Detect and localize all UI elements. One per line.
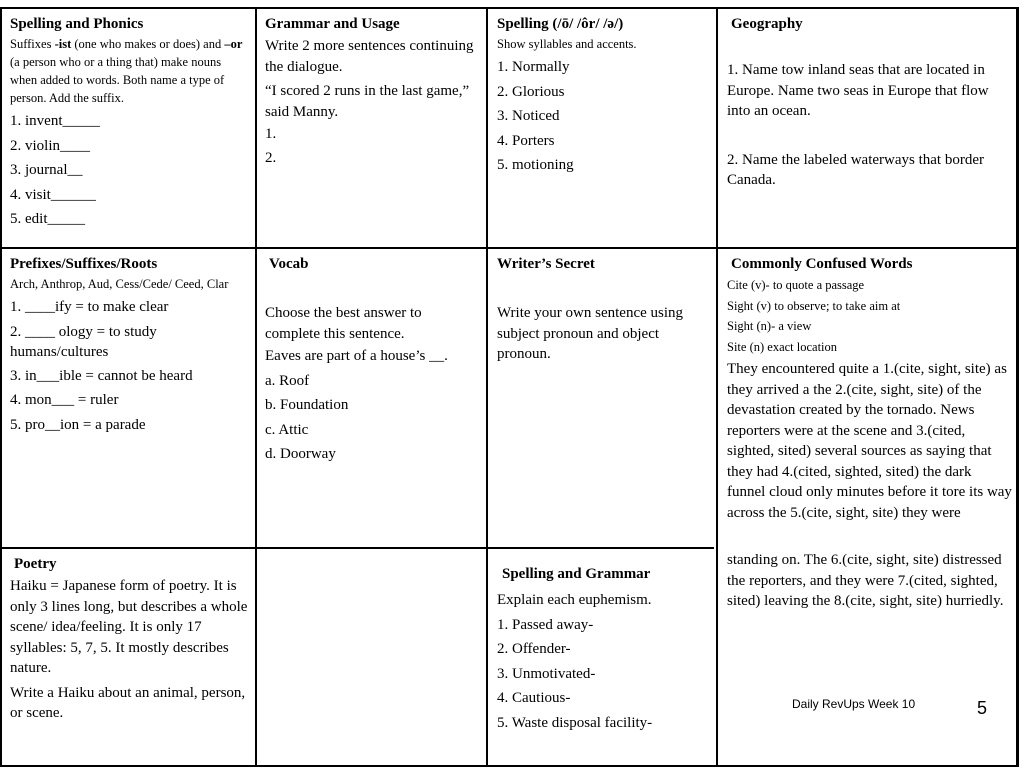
- geography-question-2: 2. Name the labeled waterways that border Canada.: [727, 151, 984, 188]
- cell-instructions: Write 2 more sentences continuing the dialogue.: [265, 38, 474, 75]
- list-item: 5. edit_____: [10, 211, 85, 227]
- list-item: 2. Glorious: [497, 83, 565, 100]
- list-item: 2.: [265, 150, 277, 166]
- column-divider: [255, 9, 257, 765]
- geography-question-1: 1. Name tow inland seas that are located in Europe. Name two seas in Europe that flow into an ocean.: [727, 62, 989, 119]
- cell-empty: [265, 555, 480, 760]
- list-item: 4. visit______: [10, 186, 96, 203]
- list-item: 5. pro__ion = a parade: [10, 416, 146, 433]
- answer-option: c. Attic: [265, 421, 309, 438]
- list-item: 2. Offender-: [497, 641, 571, 657]
- vocab-question: Eaves are part of a house’s __.: [265, 348, 448, 364]
- column-divider: [486, 9, 488, 765]
- cell-confused-words: [727, 255, 1012, 545]
- cell-title: Grammar and Usage: [265, 16, 400, 32]
- list-item: 4. Cautious-: [497, 690, 571, 706]
- worksheet-grid: [0, 7, 1019, 767]
- item-list: [497, 613, 712, 736]
- list-item: 1. ____ify = to make clear: [10, 299, 169, 315]
- answer-option: d. Doorway: [265, 446, 336, 462]
- cell-writers-secret: [497, 255, 712, 545]
- item-list: [10, 109, 250, 232]
- cell-vocab: [265, 255, 480, 545]
- cell-spelling-syllables: [497, 15, 712, 245]
- cell-title: Prefixes/Suffixes/Roots: [10, 256, 158, 272]
- roots-list: Arch, Anthrop, Aud, Cess/Cede/ Ceed, Clar: [10, 277, 229, 291]
- list-item: 2. ____ ology = to study humans/cultures: [10, 323, 157, 360]
- definition: Sight (v) to observe; to take aim at: [727, 298, 901, 313]
- row-divider: [2, 247, 1016, 249]
- list-item: 5. motioning: [497, 157, 574, 173]
- cell-title: Vocab: [269, 256, 309, 272]
- cell-instructions: Choose the best answer to complete this sentence.: [265, 305, 422, 342]
- row-divider: [2, 547, 714, 549]
- dialogue-quote: “I scored 2 runs in the last game,” said Manny.: [265, 83, 470, 120]
- cell-poetry: [10, 555, 250, 760]
- cell-grammar-usage: [265, 15, 480, 245]
- cell-confused-words-continued: [727, 550, 1012, 650]
- cell-title: Spelling and Phonics: [10, 16, 144, 32]
- cell-spelling-phonics: [10, 15, 250, 245]
- definition: Sight (n)- a view: [727, 319, 812, 333]
- list-item: 4. mon___ = ruler: [10, 392, 119, 408]
- cell-title: Writer’s Secret: [497, 256, 595, 272]
- footer-label: Daily RevUps Week 10: [792, 697, 916, 711]
- list-item: 5. Waste disposal facility-: [497, 714, 653, 731]
- exercise-paragraph: They encountered quite a 1.(cite, sight, site) as they arrived a the 2.(cite, sight, site) of the devastation created by the tornado. News reporters were at the scene and 3.(cited, sighted, sited) several sources as saying that they had 4.(cited, sighted, sited) the dark funnel cloud only minutes before it tore its way across the 5.(cite, sight, site) they were: [727, 361, 1012, 521]
- cell-title: Spelling (/ō/ /ôr/ /ə/): [497, 16, 624, 32]
- cell-instructions: Write your own sentence using subject pronoun and object pronoun.: [497, 305, 684, 362]
- cell-geography: [727, 15, 1012, 245]
- list-item: 1. Passed away-: [497, 616, 594, 633]
- cell-prefixes-suffixes-roots: [10, 255, 250, 545]
- cell-title: Poetry: [14, 556, 57, 572]
- list-item: 3. in___ible = cannot be heard: [10, 367, 193, 384]
- page-number: 5: [977, 698, 988, 718]
- column-divider: [716, 9, 718, 765]
- list-item: 4. Porters: [497, 132, 555, 149]
- list-item: 1.: [265, 126, 277, 142]
- list-item: 3. Noticed: [497, 108, 560, 124]
- poetry-description: Haiku = Japanese form of poetry. It is only 3 lines long, but describes a whole scene/ idea/feeling. It is only 17 syllables: 5, 7, 5. It mostly describes nature.: [10, 578, 248, 676]
- cell-title: Geography: [731, 16, 803, 32]
- poetry-task: Write a Haiku about an animal, person, or scene.: [10, 684, 246, 721]
- cell-instructions: Suffixes -ist (one who makes or does) and –or (a person who or a thing that) make nouns when added to words. Both name a type of person. Add the suffix.: [10, 37, 243, 105]
- list-item: 1. Normally: [497, 59, 570, 75]
- definition: Cite (v)- to quote a passage: [727, 278, 865, 292]
- cell-instructions: Explain each euphemism.: [497, 592, 652, 608]
- definition: Site (n) exact location: [727, 339, 838, 354]
- cell-title: Spelling and Grammar: [502, 566, 651, 582]
- cell-instructions: Show syllables and accents.: [497, 37, 637, 51]
- list-item: 1. invent_____: [10, 113, 100, 129]
- answer-option: b. Foundation: [265, 397, 349, 413]
- exercise-paragraph-continued: standing on. The 6.(cite, sight, site) distressed the reporters, and they were 7.(cited, sighted, sited) leaving the 8.(cite, sight, site) hurriedly.: [727, 552, 1004, 609]
- list-item: 3. Unmotivated-: [497, 665, 596, 682]
- cell-spelling-grammar: [497, 555, 712, 760]
- item-list: [497, 55, 712, 178]
- list-item: 3. journal__: [10, 162, 83, 178]
- cell-title: Commonly Confused Words: [731, 256, 913, 272]
- answer-option: a. Roof: [265, 372, 310, 389]
- item-list: [10, 295, 250, 437]
- list-item: 2. violin____: [10, 137, 91, 154]
